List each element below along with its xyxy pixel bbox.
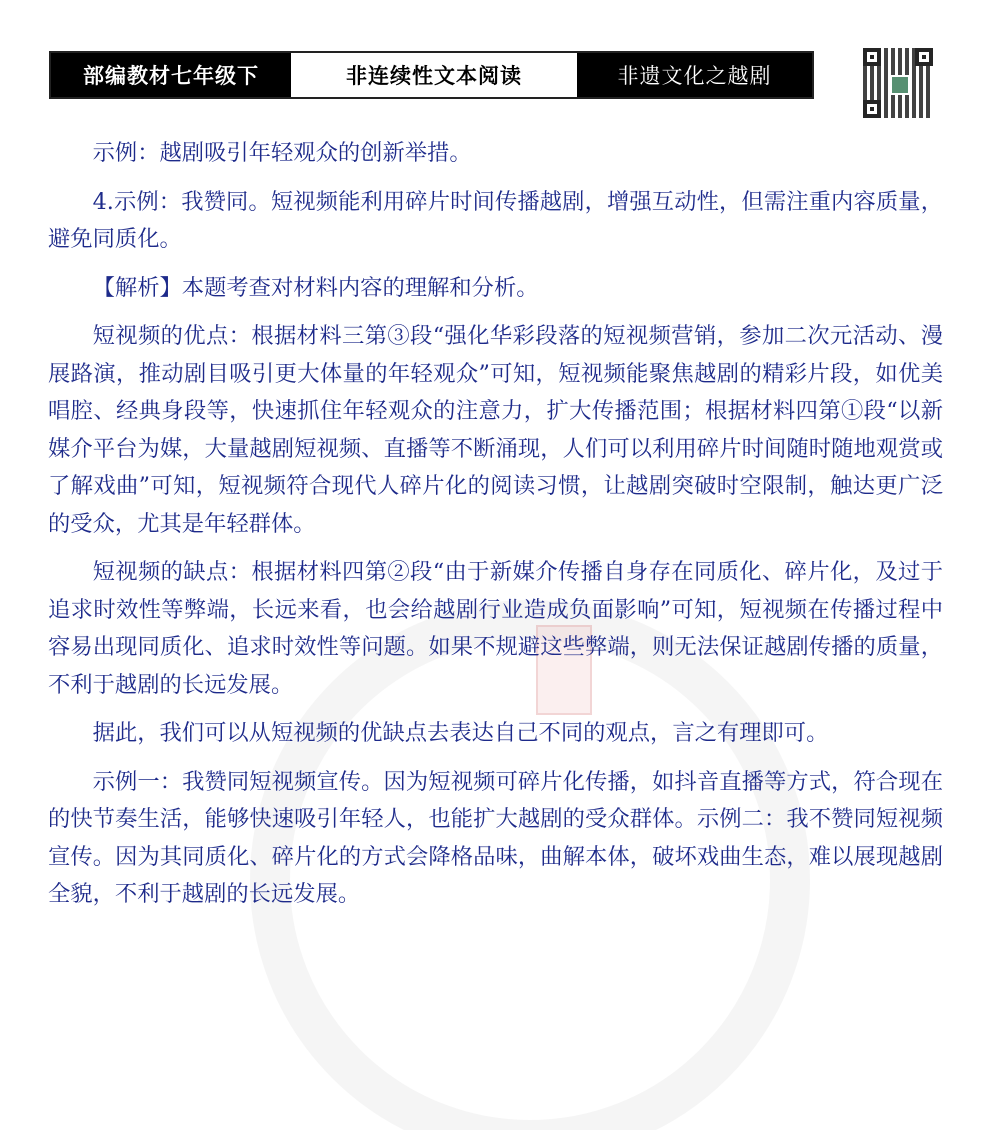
disadvantages-paragraph: 短视频的缺点：根据材料四第②段“由于新媒介传播自身存在同质化、碎片化，及过于追求时效性等弊端，长远来看，也会给越剧行业造成负面影响”可知，短视频在传播过程中容易出现同质化、追求时效性等问题。如果不规避这些弊端，则无法保证越剧传播的质量，不利于越剧的长远发展。 [48,559,943,698]
advantages-paragraph: 短视频的优点：根据材料三第③段“强化华彩段落的短视频营销，参加二次元活动、漫展路演，推动剧目吸引更大体量的年轻观众”可知，短视频能聚焦越剧的精彩片段，如优美唱腔、经典身段等，快速抓住年轻观众的注意力，扩大传播范围；根据材料四第①段“以新媒介平台为媒，大量越剧短视频、直播等不断涌现，人们可以利用碎片时间随时随地观赏或了解戏曲”可知，短视频符合现代人碎片化的阅读习惯，让越剧突破时空限制，触达更广泛的受众，尤其是年轻群体。 [48,323,943,537]
header-bar [49,51,814,99]
header-topic-label: 非连续性文本阅读 [291,53,577,97]
example-line: 示例：越剧吸引年轻观众的创新举措。 [92,140,472,166]
answer-4: 4.示例：我赞同。短视频能利用碎片时间传播越剧，增强互动性，但需注重内容质量，避免同质化。 [48,188,943,252]
examples-paragraph: 示例一：我赞同短视频宣传。因为短视频可碎片化传播，如抖音直播等方式，符合现在的快节奏生活，能够快速吸引年轻人，也能扩大越剧的受众群体。示例二：我不赞同短视频宣传。因为其同质化、碎片化的方式会降格品味，曲解本体，破坏戏曲生态，难以展现越剧全貌，不利于越剧的长远发展。 [48,768,943,907]
qr-code-icon[interactable] [863,48,933,118]
conclusion-paragraph: 据此，我们可以从短视频的优缺点去表达自己不同的观点，言之有理即可。 [92,720,829,746]
header-theme-label: 非遗文化之越剧 [577,53,812,97]
answer-content [48,135,943,925]
header-grade-label: 部编教材七年级下 [51,53,291,97]
analysis-intro: 【解析】本题考查对材料内容的理解和分析。 [92,274,539,301]
